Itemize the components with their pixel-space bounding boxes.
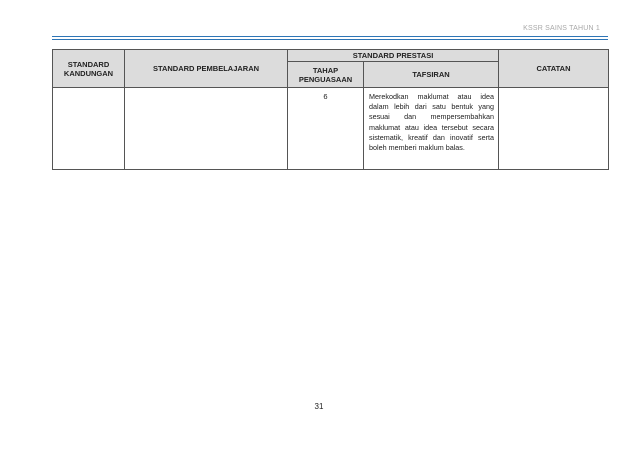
header-catatan: CATATAN <box>499 50 609 88</box>
cell-tahap: 6 <box>288 88 364 170</box>
header-standard-prestasi: STANDARD PRESTASI <box>288 50 499 62</box>
header-rule-thin <box>52 39 608 40</box>
standard-table <box>52 49 609 170</box>
header-tafsiran: TAFSIRAN <box>364 62 499 88</box>
header-standard-pembelajaran: STANDARD PEMBELAJARAN <box>125 50 288 88</box>
page-number: 31 <box>314 402 324 411</box>
cell-standard-kandungan <box>53 88 125 170</box>
running-header: KSSR SAINS TAHUN 1 <box>523 25 600 32</box>
header-tahap-penguasaan: TAHAP PENGUASAAN <box>288 62 364 88</box>
cell-catatan <box>499 88 609 170</box>
table-row <box>53 88 609 170</box>
header-rule <box>52 36 608 37</box>
header-standard-kandungan: STANDARD KANDUNGAN <box>53 50 125 88</box>
cell-tafsiran: Merekodkan maklumat atau idea dalam lebih dari satu bentuk yang sesuai dan mempersembahkan maklumat atau idea tersebut secara sistematik, kreatif dan inovatif serta boleh memberi maklum balas. <box>364 88 499 170</box>
cell-standard-pembelajaran <box>125 88 288 170</box>
